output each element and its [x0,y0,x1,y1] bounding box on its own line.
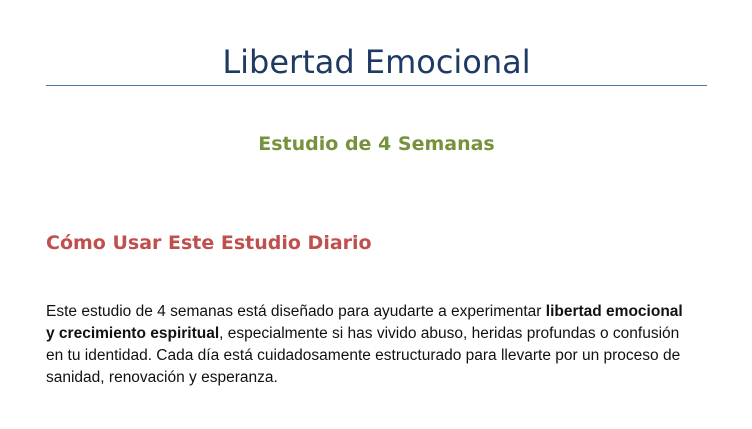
paragraph-text-rest: , especialmente si has vivido abuso, heridas profundas o confusión en tu identidad. Cada día está cuidadosamente estructurado para llevarte por un proceso de sanidad, renovación y esperanza. [46,325,681,386]
document-subtitle: Estudio de 4 Semanas [258,133,495,155]
paragraph-text-intro: Este estudio de 4 semanas está diseñado para ayudarte a experimentar [46,303,546,320]
document-title: Libertad Emocional [222,43,531,81]
title-underline-divider [46,85,707,86]
section-heading: Cómo Usar Este Estudio Diario [46,232,372,254]
paragraph-bold-phrase: libertad emocional y crecimiento espiritual [46,303,683,342]
body-paragraph [46,301,686,389]
